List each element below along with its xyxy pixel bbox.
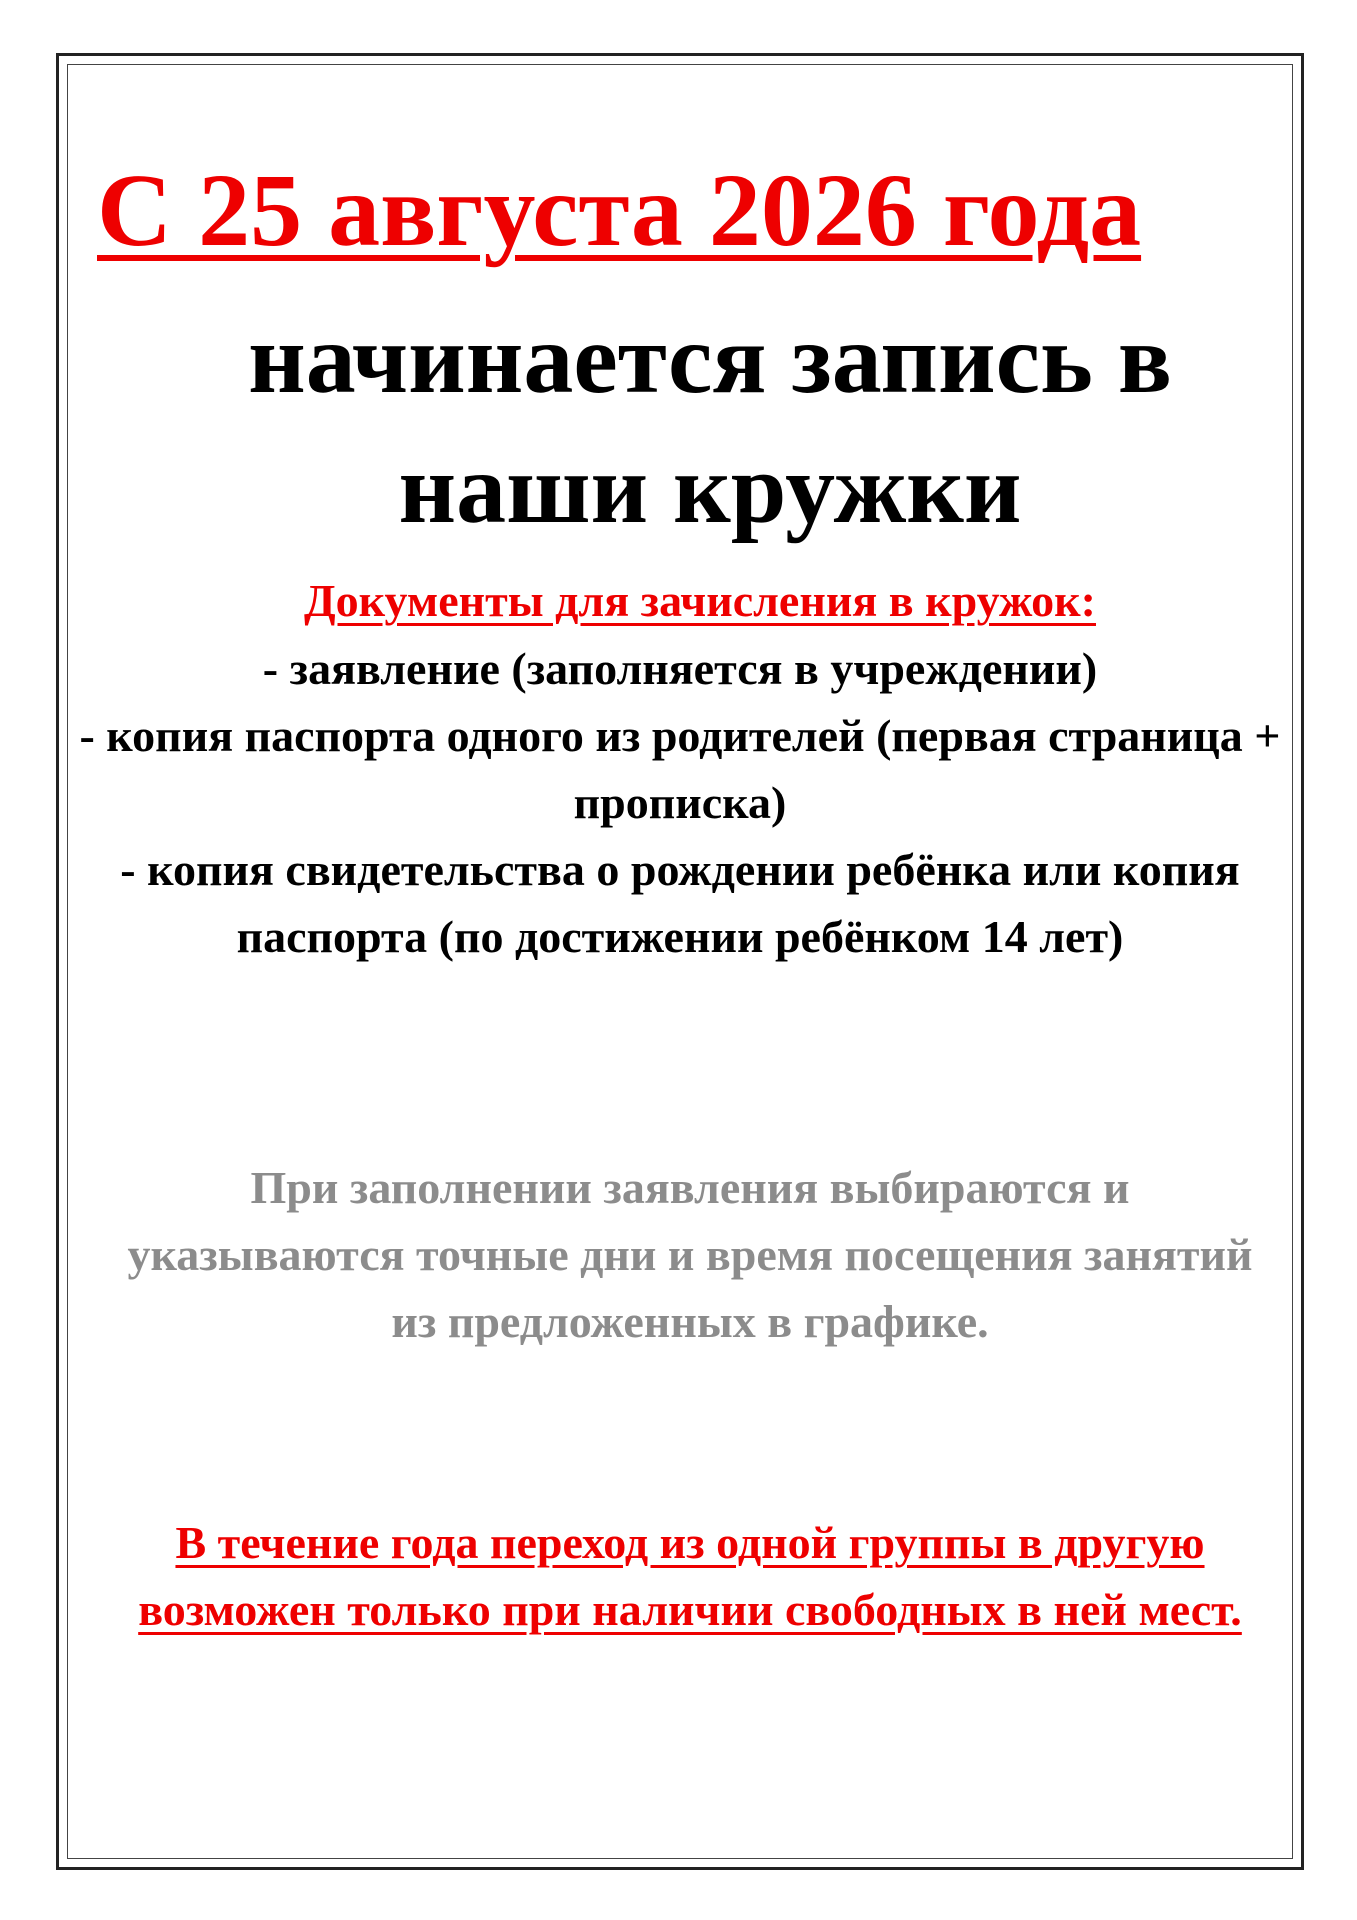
document-item-application: - заявление (заполняется в учреждении) xyxy=(262,643,1098,694)
schedule-note: При заполнении заявления выбираются и указываются точные дни и время посещения занятий из предложенных в графике. xyxy=(127,1162,1253,1347)
headline-main: начинается запись в наши кружки xyxy=(248,303,1172,544)
poster-content xyxy=(67,64,1293,1859)
document-item-parent-passport: - копия паспорта одного из родителей (первая страница + прописка) xyxy=(79,710,1281,828)
document-item-birth-certificate: - копия свидетельства о рождении ребёнка или копия паспорта (по достижении ребёнком 14 лет) xyxy=(120,844,1240,962)
group-transfer-note: В течение года переход из одной группы в другую возможен только при наличии свободных в ней мест. xyxy=(138,1517,1242,1635)
headline-date: С 25 августа 2026 года xyxy=(97,153,1142,268)
documents-list xyxy=(67,635,1293,970)
documents-section xyxy=(67,567,1293,970)
documents-title: Документы для зачисления в кружок: xyxy=(304,575,1096,626)
